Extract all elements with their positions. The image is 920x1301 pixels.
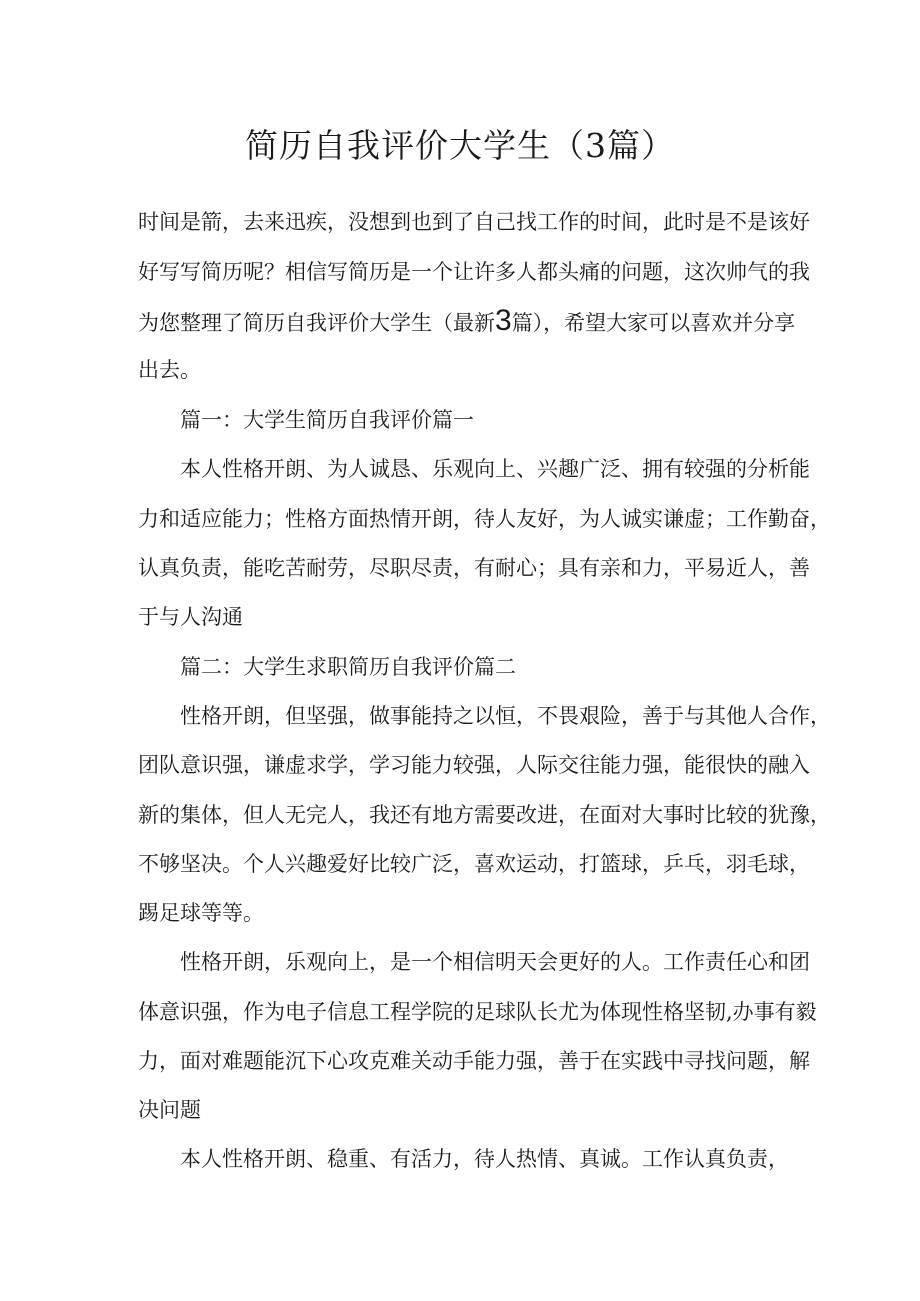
intro-number: 3	[495, 304, 512, 337]
section-heading: 篇二：大学生求职简历自我评价篇二	[180, 655, 516, 679]
paragraph-line: 力，面对难题能沉下心攻克难关动手能力强，善于在实践中寻找问题，解	[138, 1049, 810, 1073]
paragraph-line: 团队意识强，谦虚求学，学习能力较强，人际交往能力强，能很快的融入	[138, 753, 810, 777]
paragraph-line: 本人性格开朗、稳重、有活力，待人热情、真诚。工作认真负责，	[180, 1147, 789, 1171]
paragraph-line: 于与人沟通	[138, 605, 243, 629]
paragraph-line: 决问题	[138, 1098, 201, 1122]
intro-line: 好写写简历呢？相信写简历是一个让许多人都头痛的问题，这次帅气的我	[138, 260, 810, 284]
paragraph-line: 性格开朗，但坚强，做事能持之以恒，不畏艰险，善于与其他人合作，	[180, 704, 831, 728]
intro-line: 出去。	[138, 358, 201, 382]
intro-text: 为您整理了简历自我评价大学生（最新	[138, 311, 495, 335]
paragraph-line: 踢足球等等。	[138, 901, 264, 925]
intro-line	[138, 304, 796, 338]
paragraph-line: 力和适应能力；性格方面热情开朗，待人友好，为人诚实谦虚；工作勤奋，	[138, 507, 831, 531]
paragraph-line: 认真负责，能吃苦耐劳，尽职尽责，有耐心；具有亲和力，平易近人，善	[138, 556, 810, 580]
section-heading: 篇一：大学生简历自我评价篇一	[180, 408, 474, 432]
intro-line: 时间是箭，去来迅疾，没想到也到了自己找工作的时间，此时是不是该好	[138, 210, 810, 234]
paragraph-line: 新的集体，但人无完人，我还有地方需要改进，在面对大事时比较的犹豫，	[138, 803, 831, 827]
document-title: 简历自我评价大学生（3篇）	[245, 126, 675, 165]
paragraph-line: 本人性格开朗、为人诚恳、乐观向上、兴趣广泛、拥有较强的分析能	[180, 457, 810, 481]
paragraph-line: 不够坚决。个人兴趣爱好比较广泛，喜欢运动，打篮球，乒乓，羽毛球，	[138, 852, 810, 876]
intro-text: 篇），希望大家可以喜欢并分享	[511, 311, 796, 335]
paragraph-line: 体意识强，作为电子信息工程学院的足球队长尤为体现性格坚韧,办事有毅	[138, 1000, 817, 1024]
paragraph-line: 性格开朗，乐观向上，是一个相信明天会更好的人。工作责任心和团	[180, 950, 810, 974]
